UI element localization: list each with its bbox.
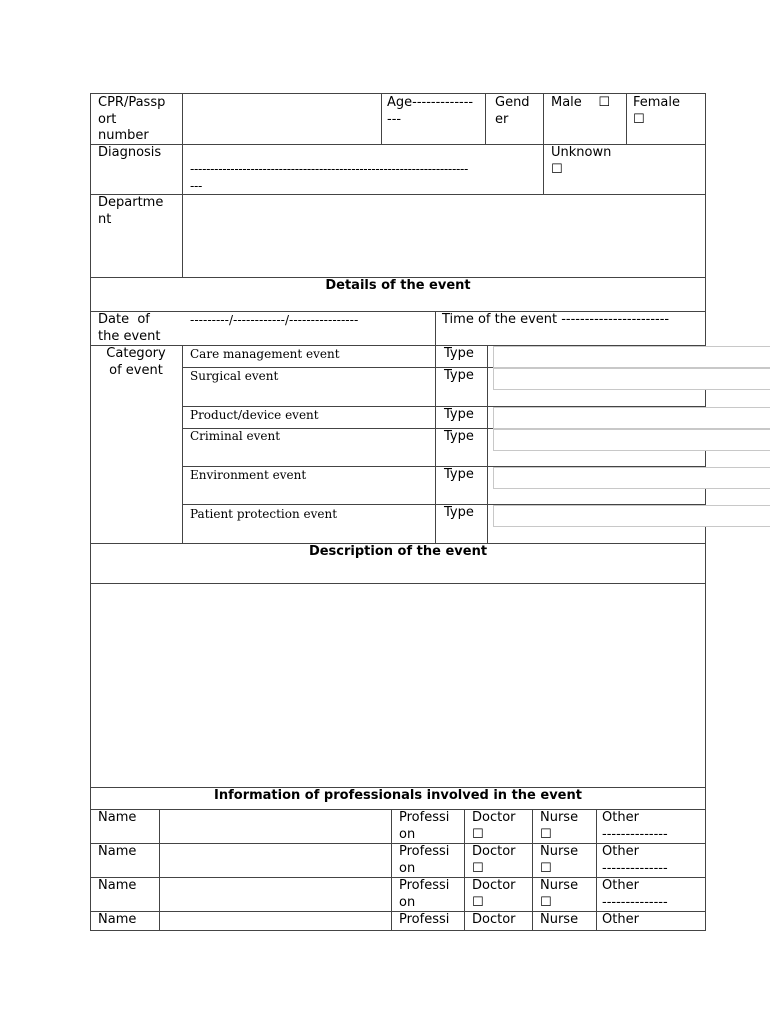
- description-section-title: Description of the event: [308, 544, 488, 559]
- unknown-checkbox[interactable]: Unknown ☐: [551, 145, 612, 177]
- date-field[interactable]: ---------/------------/----------------: [190, 313, 359, 327]
- doctor-checkbox[interactable]: Doctor ☐: [472, 878, 516, 910]
- type-input[interactable]: [493, 467, 770, 489]
- type-label: Type: [444, 505, 474, 520]
- cpr-input[interactable]: [183, 94, 380, 143]
- type-input[interactable]: [493, 368, 770, 390]
- nurse-checkbox[interactable]: Nurse ☐: [540, 844, 579, 876]
- col-divider: [532, 809, 533, 931]
- type-input[interactable]: [493, 505, 770, 527]
- name-label: Name: [98, 912, 137, 927]
- other-field[interactable]: Other --------------: [602, 810, 668, 842]
- col-divider: [543, 93, 544, 194]
- time-field[interactable]: Time of the event -----------------------: [442, 312, 670, 327]
- nurse-checkbox[interactable]: Nurse: [540, 912, 579, 927]
- other-field[interactable]: Other: [602, 912, 639, 927]
- type-input[interactable]: [493, 407, 770, 429]
- name-input[interactable]: [160, 878, 391, 911]
- col-divider: [435, 345, 436, 543]
- nurse-checkbox[interactable]: Nurse ☐: [540, 878, 579, 910]
- name-input[interactable]: [160, 844, 391, 877]
- type-input[interactable]: [493, 346, 770, 368]
- category-environment: Environment event: [190, 468, 307, 482]
- diagnosis-label: Diagnosis: [98, 145, 162, 160]
- doctor-checkbox[interactable]: Doctor ☐: [472, 844, 516, 876]
- col-divider: [487, 345, 488, 543]
- col-divider: [596, 809, 597, 931]
- profession-label: Professi on: [399, 810, 450, 842]
- incident-report-form: [90, 93, 706, 931]
- name-label: Name: [98, 810, 137, 825]
- col-divider: [435, 311, 436, 345]
- other-field[interactable]: Other --------------: [602, 844, 668, 876]
- name-input[interactable]: [160, 912, 391, 930]
- type-label: Type: [444, 346, 474, 361]
- col-divider: [485, 93, 486, 144]
- table-border-left: [90, 93, 91, 931]
- description-input[interactable]: [91, 584, 705, 787]
- category-patient-protection: Patient protection event: [190, 507, 338, 521]
- profession-label: Professi on: [399, 878, 450, 910]
- col-divider: [391, 809, 392, 931]
- doctor-checkbox[interactable]: Doctor: [472, 912, 516, 927]
- diagnosis-field[interactable]: --------------------------------------------------------------------- ---: [190, 162, 469, 193]
- doctor-checkbox[interactable]: Doctor ☐: [472, 810, 516, 842]
- type-input[interactable]: [493, 429, 770, 451]
- col-divider: [182, 345, 183, 543]
- type-label: Type: [444, 407, 474, 422]
- category-care-management: Care management event: [190, 347, 340, 361]
- nurse-checkbox[interactable]: Nurse ☐: [540, 810, 579, 842]
- details-section-title: Details of the event: [325, 278, 471, 293]
- age-field[interactable]: Age------------- ---: [387, 95, 474, 127]
- type-label: Type: [444, 429, 474, 444]
- profession-label: Professi: [399, 912, 450, 927]
- category-label: Category of event: [106, 346, 166, 378]
- name-input[interactable]: [160, 810, 391, 843]
- other-field[interactable]: Other --------------: [602, 878, 668, 910]
- name-label: Name: [98, 878, 137, 893]
- department-input[interactable]: [183, 195, 705, 277]
- table-border-bottom: [90, 930, 706, 931]
- cpr-label: CPR/Passp ort number: [98, 95, 166, 143]
- type-label: Type: [444, 368, 474, 383]
- col-divider: [381, 93, 382, 144]
- department-label: Departme nt: [98, 195, 164, 227]
- category-criminal: Criminal event: [190, 429, 281, 443]
- gender-label: Gend er: [495, 95, 530, 127]
- professionals-section-title: Information of professionals involved in the event: [214, 788, 582, 803]
- col-divider: [626, 93, 627, 144]
- name-label: Name: [98, 844, 137, 859]
- female-checkbox[interactable]: Female ☐: [633, 95, 681, 127]
- male-checkbox[interactable]: Male ☐: [551, 95, 610, 110]
- category-product-device: Product/device event: [190, 408, 319, 422]
- profession-label: Professi on: [399, 844, 450, 876]
- category-surgical: Surgical event: [190, 369, 279, 383]
- type-label: Type: [444, 467, 474, 482]
- col-divider: [464, 809, 465, 931]
- date-label: Date of the event: [98, 312, 161, 344]
